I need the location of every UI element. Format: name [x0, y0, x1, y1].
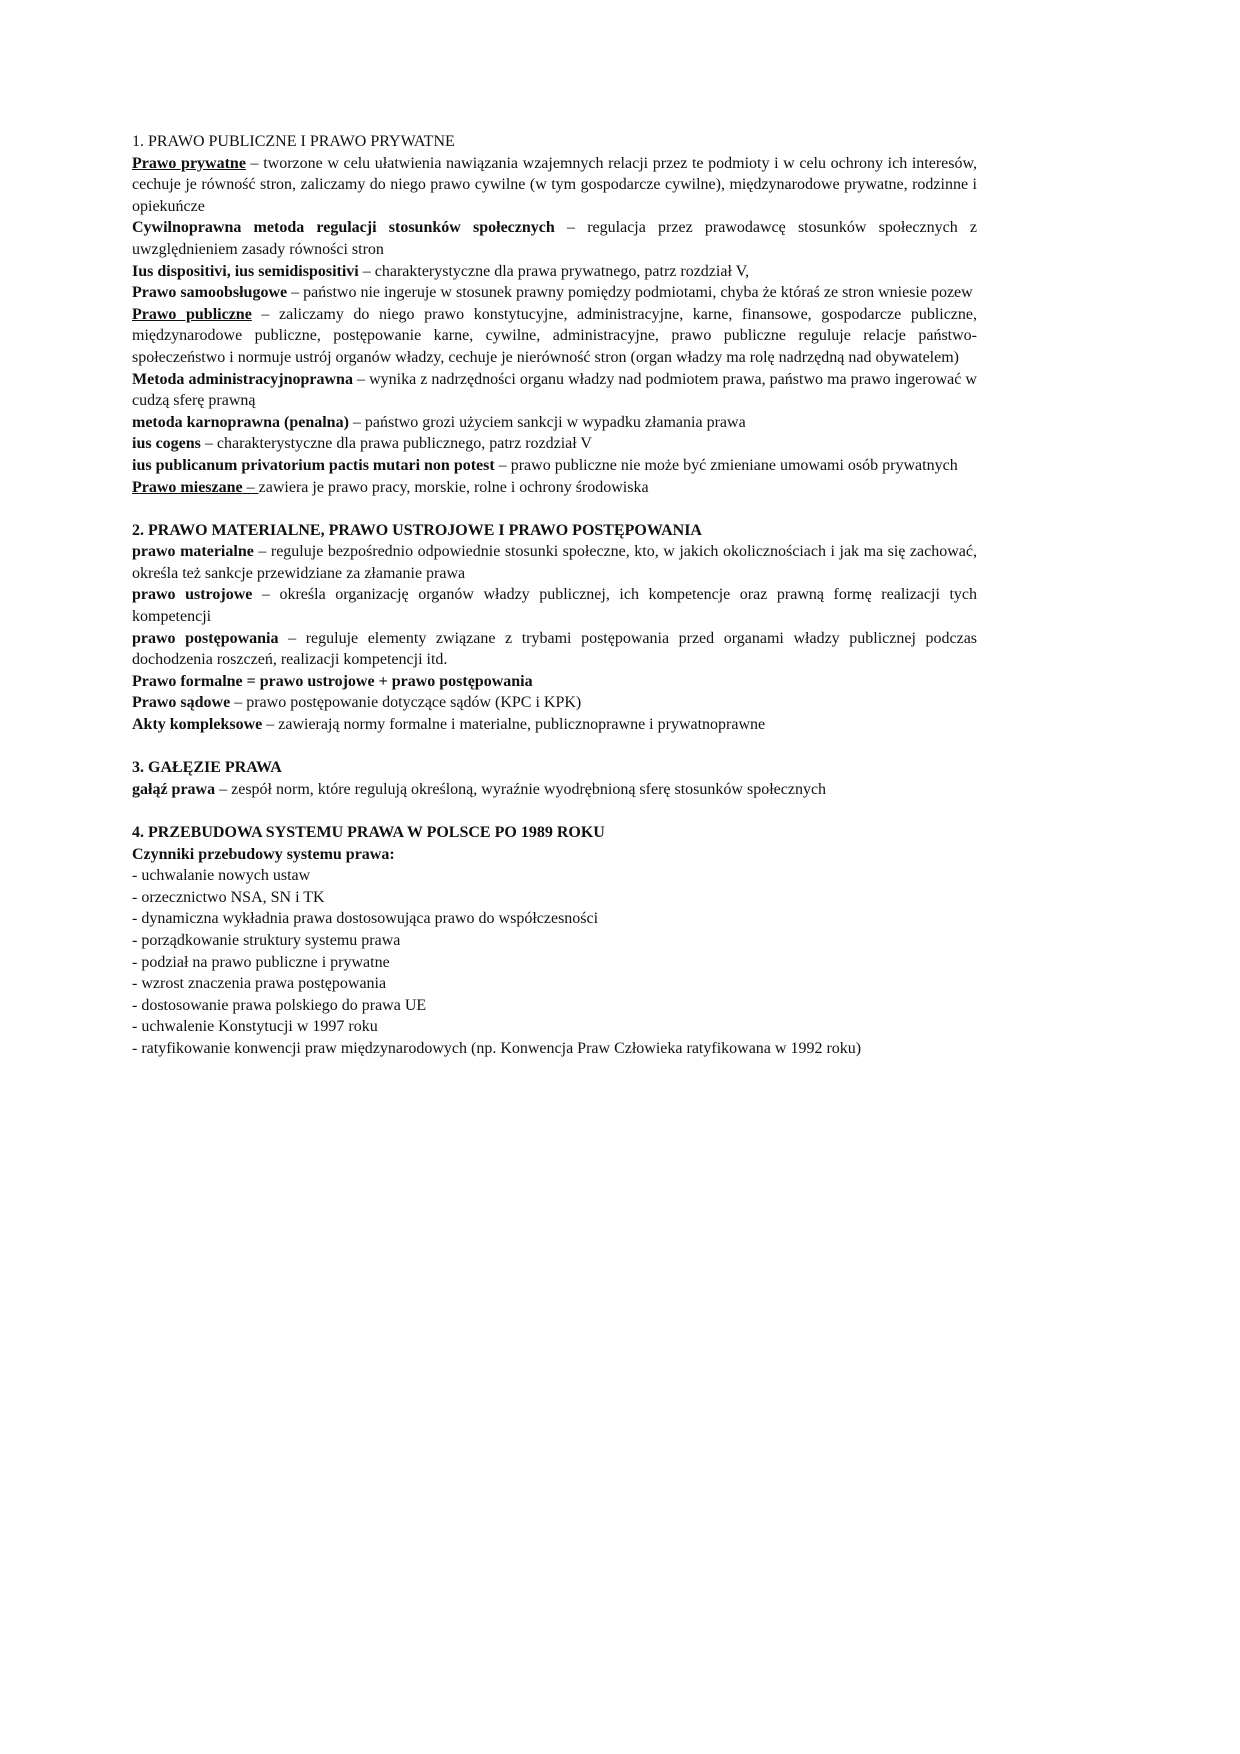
list-item: - ratyfikowanie konwencji praw międzynarodowych (np. Konwencja Praw Człowieka ratyfikowana w 1992 roku) [132, 1039, 862, 1057]
entry-court-law: Prawo sądowe – prawo postępowanie dotyczące sądów (KPC i KPK) [132, 694, 582, 712]
list-item: - wzrost znaczenia prawa postępowania [132, 975, 387, 993]
entry-definition: określa organizację organów władzy publicznej, ich kompetencje oraz prawną formę realizacji tych kompetencji [132, 586, 977, 626]
entry-term: Prawo publiczne [132, 305, 252, 323]
entry-definition: państwo grozi użyciem sankcji w wypadku złamania prawa [364, 413, 746, 431]
entry-mixed-law: Prawo mieszane – zawiera je prawo pracy, morskie, rolne i ochrony środowiska [132, 478, 649, 496]
entry-definition: zawiera je prawo pracy, morskie, rolne i ochrony środowiska [258, 478, 649, 496]
entry-private-law: Prawo prywatne – tworzone w celu ułatwienia nawiązania wzajemnych relacji przez te podmioty i w celu ochrony ich interesów, cechuje je równość stron, zaliczamy do niego prawo cywilne (w tym gospodarcze cywilne), międzynarodowe prywatne, rodzinne i opiekuńcze [132, 154, 978, 215]
section-title: 1. PRAWO PUBLICZNE I PRAWO PRYWATNE [132, 133, 455, 150]
entry-term: prawo ustrojowe [132, 586, 253, 604]
entry-definition: reguluje bezpośrednio odpowiednie stosunki społeczne, kto, w jakich okolicznościach i jak ma się zachować, określa też sankcje przewidziane za złamanie prawa [132, 543, 977, 582]
entry-self-service-law: Prawo samoobsługowe – państwo nie ingeruje w stosunek prawny pomiędzy podmiotami, chyba że któraś ze stron wniesie pozew [132, 284, 973, 302]
section-legal-system-rebuild [132, 822, 977, 1060]
entry-term: Ius dispositivi, ius semidispositivi [132, 262, 359, 280]
entry-formal-law: Prawo formalne = prawo ustrojowe + prawo postępowania [132, 672, 533, 690]
entry-definition: wynika z nadrzędności organu władzy nad podmiotem prawa, państwo ma prawo ingerować w cudzą sferę prawną [132, 370, 977, 410]
entry-term: Prawo samoobsługowe [132, 284, 288, 302]
section-branches-of-law [132, 757, 977, 800]
spacer [132, 800, 977, 822]
entry-definition: regulacja przez prawodawcę stosunków społecznych z uwzględnieniem zasady równości stron [132, 219, 978, 258]
entry-definition: prawo postępowanie dotyczące sądów (KPC i KPK) [246, 694, 582, 712]
list-item: - dostosowanie prawa polskiego do prawa UE [132, 996, 427, 1014]
entry-ius-publicanum: ius publicanum privatorium pactis mutari non potest – prawo publiczne nie może być zmieniane umowami osób prywatnych [132, 456, 958, 474]
entry-term: Akty kompleksowe [132, 716, 263, 734]
entry-term: Metoda administracyjnoprawna [132, 370, 353, 388]
entry-branch-of-law: gałąź prawa – zespół norm, które regulują określoną, wyraźnie wyodrębnioną sferę stosunków społecznych [132, 780, 827, 798]
list-item: - uchwalanie nowych ustaw [132, 867, 311, 885]
section-title: 3. GAŁĘZIE PRAWA [132, 759, 282, 777]
entry-definition: zaliczamy do niego prawo konstytucyjne, administracyjne, karne, finansowe, gospodarcze publiczne, międzynarodowe publiczne, postępowanie karne, cywilne, administracyjne, prawo publiczne reguluje relacje państwo-społeczeństwo i normuje ustrój organów władzy, cechuje je nierówność stron (organ władzy ma rolę nadrzędną nad obywatelem) [132, 305, 978, 366]
section-title: 4. PRZEBUDOWA SYSTEMU PRAWA W POLSCE PO 1989 ROKU [132, 824, 605, 841]
entry-ius-cogens: ius cogens – charakterystyczne dla prawa publicznego, patrz rozdział V [132, 435, 592, 453]
factors-list [132, 865, 977, 1059]
section-title: 2. PRAWO MATERIALNE, PRAWO USTROJOWE I PRAWO POSTĘPOWANIA [132, 521, 702, 539]
entry-definition: charakterystyczne dla prawa publicznego, patrz rozdział V [216, 435, 592, 453]
entry-ius-dispositivi: Ius dispositivi, ius semidispositivi – charakterystyczne dla prawa prywatnego, patrz rozdział V, [132, 262, 750, 280]
list-item: - orzecznictwo NSA, SN i TK [132, 888, 325, 906]
entry-term: prawo materialne [132, 543, 254, 561]
document-page [132, 131, 977, 1060]
list-item: - porządkowanie struktury systemu prawa [132, 931, 401, 949]
entry-term: prawo postępowania [132, 629, 279, 647]
entry-public-law: Prawo publiczne – zaliczamy do niego prawo konstytucyjne, administracyjne, karne, finansowe, gospodarcze publiczne, międzynarodowe publiczne, postępowanie karne, cywilne, administracyjne, prawo publiczne reguluje relacje państwo-społeczeństwo i normuje ustrój organów władzy, cechuje je nierówność stron (organ władzy ma rolę nadrzędną nad obywatelem) [132, 305, 978, 366]
entry-penal-method: metoda karnoprawna (penalna) – państwo grozi użyciem sankcji w wypadku złamania prawa [132, 413, 746, 431]
entry-term: ius cogens [132, 435, 201, 453]
list-item: - uchwalenie Konstytucji w 1997 roku [132, 1018, 378, 1036]
section-public-private-law [132, 131, 977, 498]
entry-definition: prawo ustrojowe + prawo postępowania [259, 672, 533, 690]
entry-term: Cywilnoprawna metoda regulacji stosunków społecznych [132, 219, 555, 237]
entry-term: gałąź prawa [132, 780, 216, 798]
section-material-structural-procedural-law [132, 520, 977, 736]
entry-definition: zawierają normy formalne i materialne, publicznoprawne i prywatnoprawne [278, 716, 766, 734]
entry-definition: tworzone w celu ułatwienia nawiązania wzajemnych relacji przez te podmioty i w celu ochrony ich interesów, cechuje je równość stron, zaliczamy do niego prawo cywilne (w tym gospodarcze cywilne), międzynarodowe prywatne, rodzinne i opiekuńcze [132, 154, 978, 215]
entry-procedural-law: prawo postępowania – reguluje elementy związane z trybami postępowania przed organami władzy publicznej podczas dochodzenia roszczeń, realizacji kompetencji itd. [132, 629, 978, 669]
entry-structural-law: prawo ustrojowe – określa organizację organów władzy publicznej, ich kompetencje oraz prawną formę realizacji tych kompetencji [132, 586, 977, 626]
entry-term: Prawo formalne [132, 672, 243, 690]
entry-term: Prawo sądowe [132, 694, 231, 712]
entry-civil-law-method: Cywilnoprawna metoda regulacji stosunków społecznych – regulacja przez prawodawcę stosunków społecznych z uwzględnieniem zasady równości stron [132, 219, 978, 258]
section-subtitle: Czynniki przebudowy systemu prawa: [132, 845, 395, 863]
list-item: - podział na prawo publiczne i prywatne [132, 953, 390, 971]
entry-definition: zespół norm, które regulują określoną, wyraźnie wyodrębnioną sferę stosunków społecznych [231, 780, 827, 798]
entry-definition: prawo publiczne nie może być zmieniane umowami osób prywatnych [510, 456, 958, 474]
entry-definition: reguluje elementy związane z trybami postępowania przed organami władzy publicznej podczas dochodzenia roszczeń, realizacji kompetencji itd. [132, 629, 978, 669]
entry-administrative-method: Metoda administracyjnoprawna – wynika z nadrzędności organu władzy nad podmiotem prawa, państwo ma prawo ingerować w cudzą sferę prawną [132, 370, 977, 410]
entry-term: Prawo prywatne [132, 154, 246, 172]
entry-term: ius publicanum privatorium pactis mutari non potest [132, 456, 495, 474]
entry-term: Prawo mieszane [132, 478, 243, 496]
list-item: - dynamiczna wykładnia prawa dostosowująca prawo do współczesności [132, 910, 599, 928]
spacer [132, 736, 977, 758]
spacer [132, 498, 977, 520]
entry-definition: państwo nie ingeruje w stosunek prawny pomiędzy podmiotami, chyba że któraś ze stron wniesie pozew [303, 284, 973, 302]
entry-complex-acts: Akty kompleksowe – zawierają normy formalne i materialne, publicznoprawne i prywatnoprawne [132, 716, 766, 734]
entry-term: metoda karnoprawna (penalna) [132, 413, 349, 431]
entry-material-law: prawo materialne – reguluje bezpośrednio odpowiednie stosunki społeczne, kto, w jakich okolicznościach i jak ma się zachować, określa też sankcje przewidziane za złamanie prawa [132, 543, 977, 582]
entry-definition: charakterystyczne dla prawa prywatnego, patrz rozdział V, [374, 262, 750, 280]
